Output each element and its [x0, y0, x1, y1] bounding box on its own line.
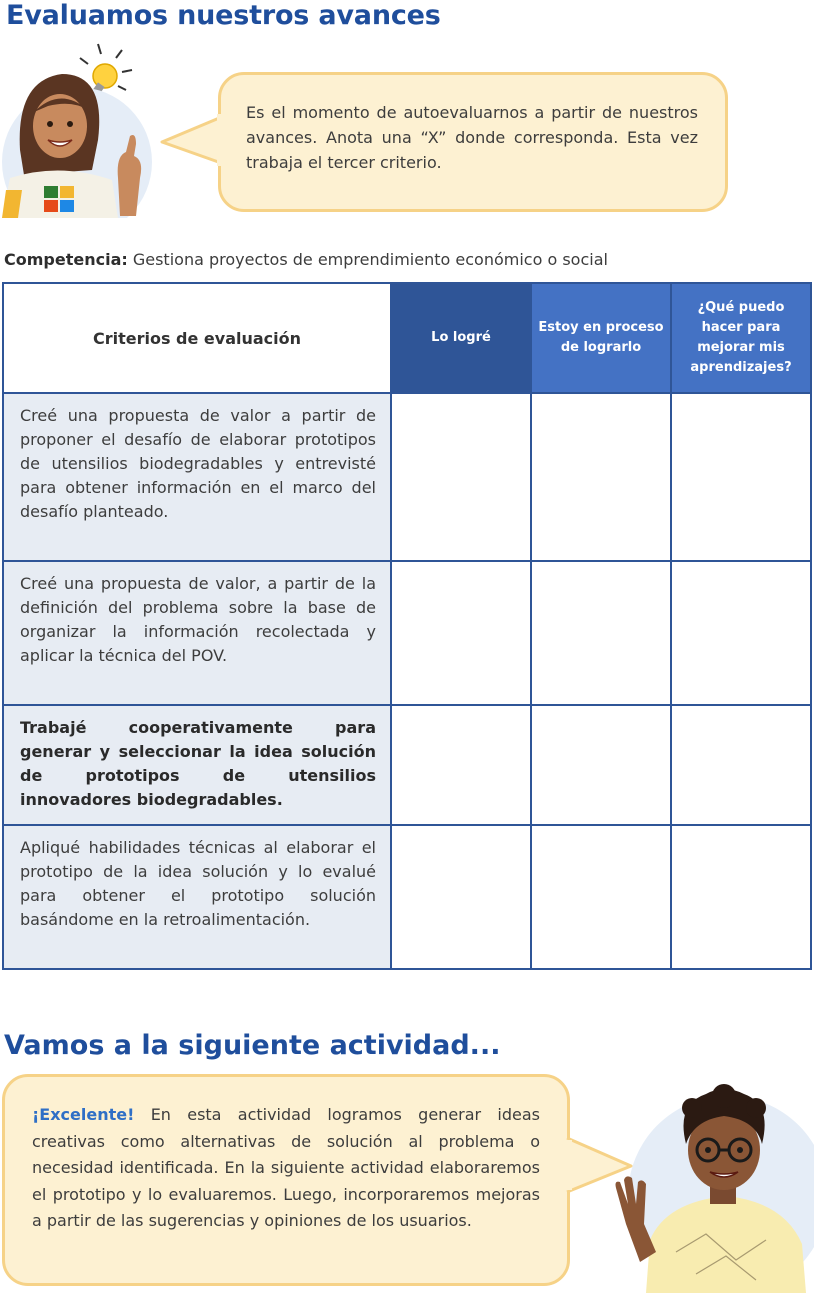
- competencia-line: [4, 250, 608, 269]
- cell-lo-logre[interactable]: [391, 825, 531, 969]
- intro-speech-bubble: [158, 72, 730, 214]
- table-row: [3, 561, 811, 705]
- criterion-text: Creé una propuesta de valor a partir de proponer el desafío de elaborar prototipos de utensilios biodegradables y entrevisté para obtener información en el marco del desafío planteado.: [3, 393, 391, 561]
- cell-en-proceso[interactable]: [531, 825, 671, 969]
- table-row: [3, 705, 811, 825]
- cell-como-mejorar[interactable]: [671, 705, 811, 825]
- header-criterios: Criterios de evaluación: [3, 283, 391, 393]
- table-header-row: [3, 283, 811, 393]
- table-row: [3, 393, 811, 561]
- evaluation-table: [2, 282, 812, 970]
- competencia-label: Competencia:: [4, 250, 128, 269]
- cell-en-proceso[interactable]: [531, 705, 671, 825]
- cell-como-mejorar[interactable]: [671, 393, 811, 561]
- criterion-text: Creé una propuesta de valor, a partir de la definición del problema sobre la base de organizar la información recolectada y aplicar la técnica del POV.: [3, 561, 391, 705]
- header-como-mejorar: ¿Qué puedo hacer para mejorar mis aprendizajes?: [671, 283, 811, 393]
- closing-body: En esta actividad logramos generar ideas creativas como alternativas de solución al problema o necesidad identificada. En la siguiente actividad elaboraremos el prototipo y lo evaluaremos. Luego, incorporaremos mejoras a partir de las sugerencias y opiniones de los usuarios.: [32, 1105, 540, 1230]
- cell-en-proceso[interactable]: [531, 561, 671, 705]
- header-lo-logre: Lo logré: [391, 283, 531, 393]
- cell-como-mejorar[interactable]: [671, 825, 811, 969]
- cell-lo-logre[interactable]: [391, 705, 531, 825]
- competencia-value: Gestiona proyectos de emprendimiento económico o social: [127, 250, 608, 269]
- student-boy-illustration: [606, 1084, 814, 1293]
- cell-en-proceso[interactable]: [531, 393, 671, 561]
- closing-speech-bubble: [2, 1074, 642, 1286]
- student-girl-illustration: [2, 40, 152, 218]
- closing-highlight: ¡Excelente!: [32, 1105, 135, 1124]
- criterion-text: Trabajé cooperativamente para generar y seleccionar la idea solución de prototipos de utensilios innovadores biodegradables.: [3, 705, 391, 825]
- cell-como-mejorar[interactable]: [671, 561, 811, 705]
- intro-text: Es el momento de autoevaluarnos a partir de nuestros avances. Anota una “X” donde corresponda. Esta vez trabaja el tercer criterio.: [246, 103, 698, 172]
- cell-lo-logre[interactable]: [391, 393, 531, 561]
- header-en-proceso: Estoy en proceso de lograrlo: [531, 283, 671, 393]
- page-title: Evaluamos nuestros avances: [6, 0, 441, 31]
- closing-text: [32, 1102, 540, 1235]
- cell-lo-logre[interactable]: [391, 561, 531, 705]
- table-row: [3, 825, 811, 969]
- criterion-text: Apliqué habilidades técnicas al elaborar el prototipo de la idea solución y lo evalué para obtener el prototipo solución basándome en la retroalimentación.: [3, 825, 391, 969]
- section-title: Vamos a la siguiente actividad...: [4, 1030, 501, 1061]
